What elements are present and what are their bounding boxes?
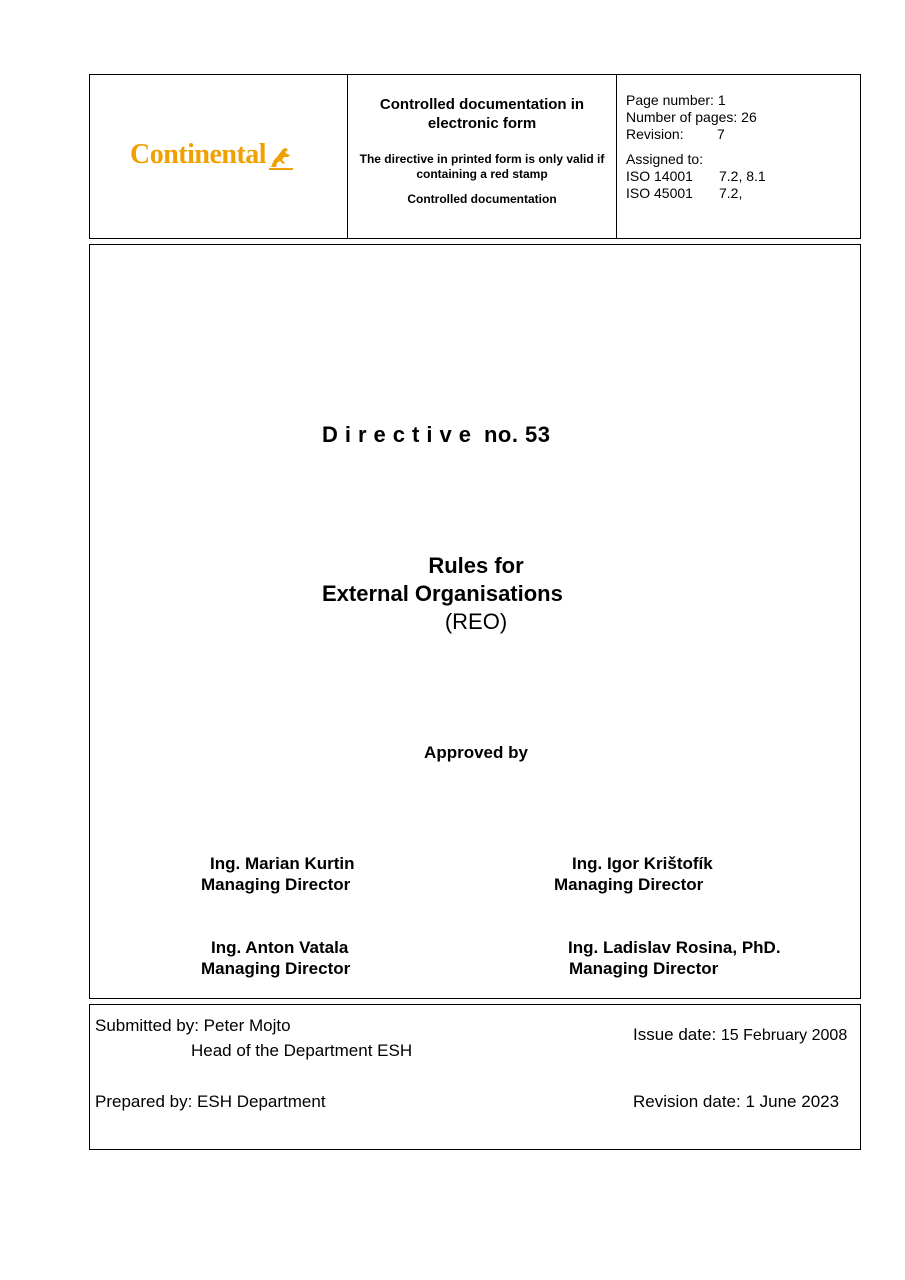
iso-clauses: 7.2, <box>719 185 743 201</box>
issue-date-label: Issue date: <box>633 1025 717 1044</box>
signatory-name: Ing. Igor Krištofík <box>572 854 713 873</box>
issue-date-value: 15 February 2008 <box>720 1027 848 1044</box>
document-title-box <box>89 244 861 999</box>
page-number: Page number: 1 <box>626 92 726 108</box>
title-line-2: External Organisations <box>322 581 563 606</box>
control-note: The directive in printed form is only valid if containing a red stamp <box>359 152 605 181</box>
iso-clauses: 7.2, 8.1 <box>719 168 766 184</box>
revision-row <box>626 126 766 143</box>
header-divider <box>616 75 617 238</box>
directive-word: Directive <box>322 422 478 447</box>
directive-heading <box>322 422 551 448</box>
revision-date-value: 1 June 2023 <box>745 1092 840 1111</box>
revision-value: 7 <box>717 126 725 142</box>
number-of-pages: Number of pages: 26 <box>626 109 757 125</box>
issue-date <box>633 1024 853 1046</box>
signatory-role: Managing Director <box>554 875 704 894</box>
logo-text: Continental <box>130 139 267 170</box>
assigned-to: Assigned to: <box>626 151 704 167</box>
document-header-table <box>89 74 861 239</box>
revision-label: Revision: <box>626 126 684 142</box>
horse-icon <box>268 145 294 171</box>
title-line-3: (REO) <box>444 609 508 634</box>
company-logo <box>130 139 294 171</box>
directive-number: no. 53 <box>483 422 551 447</box>
signatory-role: Managing Director <box>569 959 719 978</box>
title-line-1: Rules for <box>428 553 524 578</box>
iso-row <box>626 185 766 202</box>
document-metadata <box>626 92 766 202</box>
signatory-role: Managing Director <box>201 875 351 894</box>
submitted-role: Head of the Department ESH <box>191 1041 413 1060</box>
control-label: Controlled documentation <box>407 192 557 206</box>
signatory-name: Ing. Ladislav Rosina, PhD. <box>568 938 781 957</box>
iso-standard: ISO 45001 <box>626 185 693 201</box>
prepared-by: Prepared by: ESH Department <box>95 1092 326 1111</box>
signatory-role: Managing Director <box>201 959 351 978</box>
document-footer-box <box>89 1004 861 1150</box>
revision-date-label: Revision date: <box>633 1092 741 1111</box>
approved-by-heading: Approved by <box>424 743 528 762</box>
iso-standard: ISO 14001 <box>626 168 693 184</box>
signatory-name: Ing. Anton Vatala <box>211 938 349 957</box>
iso-row <box>626 168 766 185</box>
signatory-name: Ing. Marian Kurtin <box>210 854 355 873</box>
revision-date <box>633 1091 853 1112</box>
control-title: Controlled documentation in electronic form <box>379 96 585 132</box>
submitted-by: Submitted by: Peter Mojto <box>95 1016 291 1035</box>
